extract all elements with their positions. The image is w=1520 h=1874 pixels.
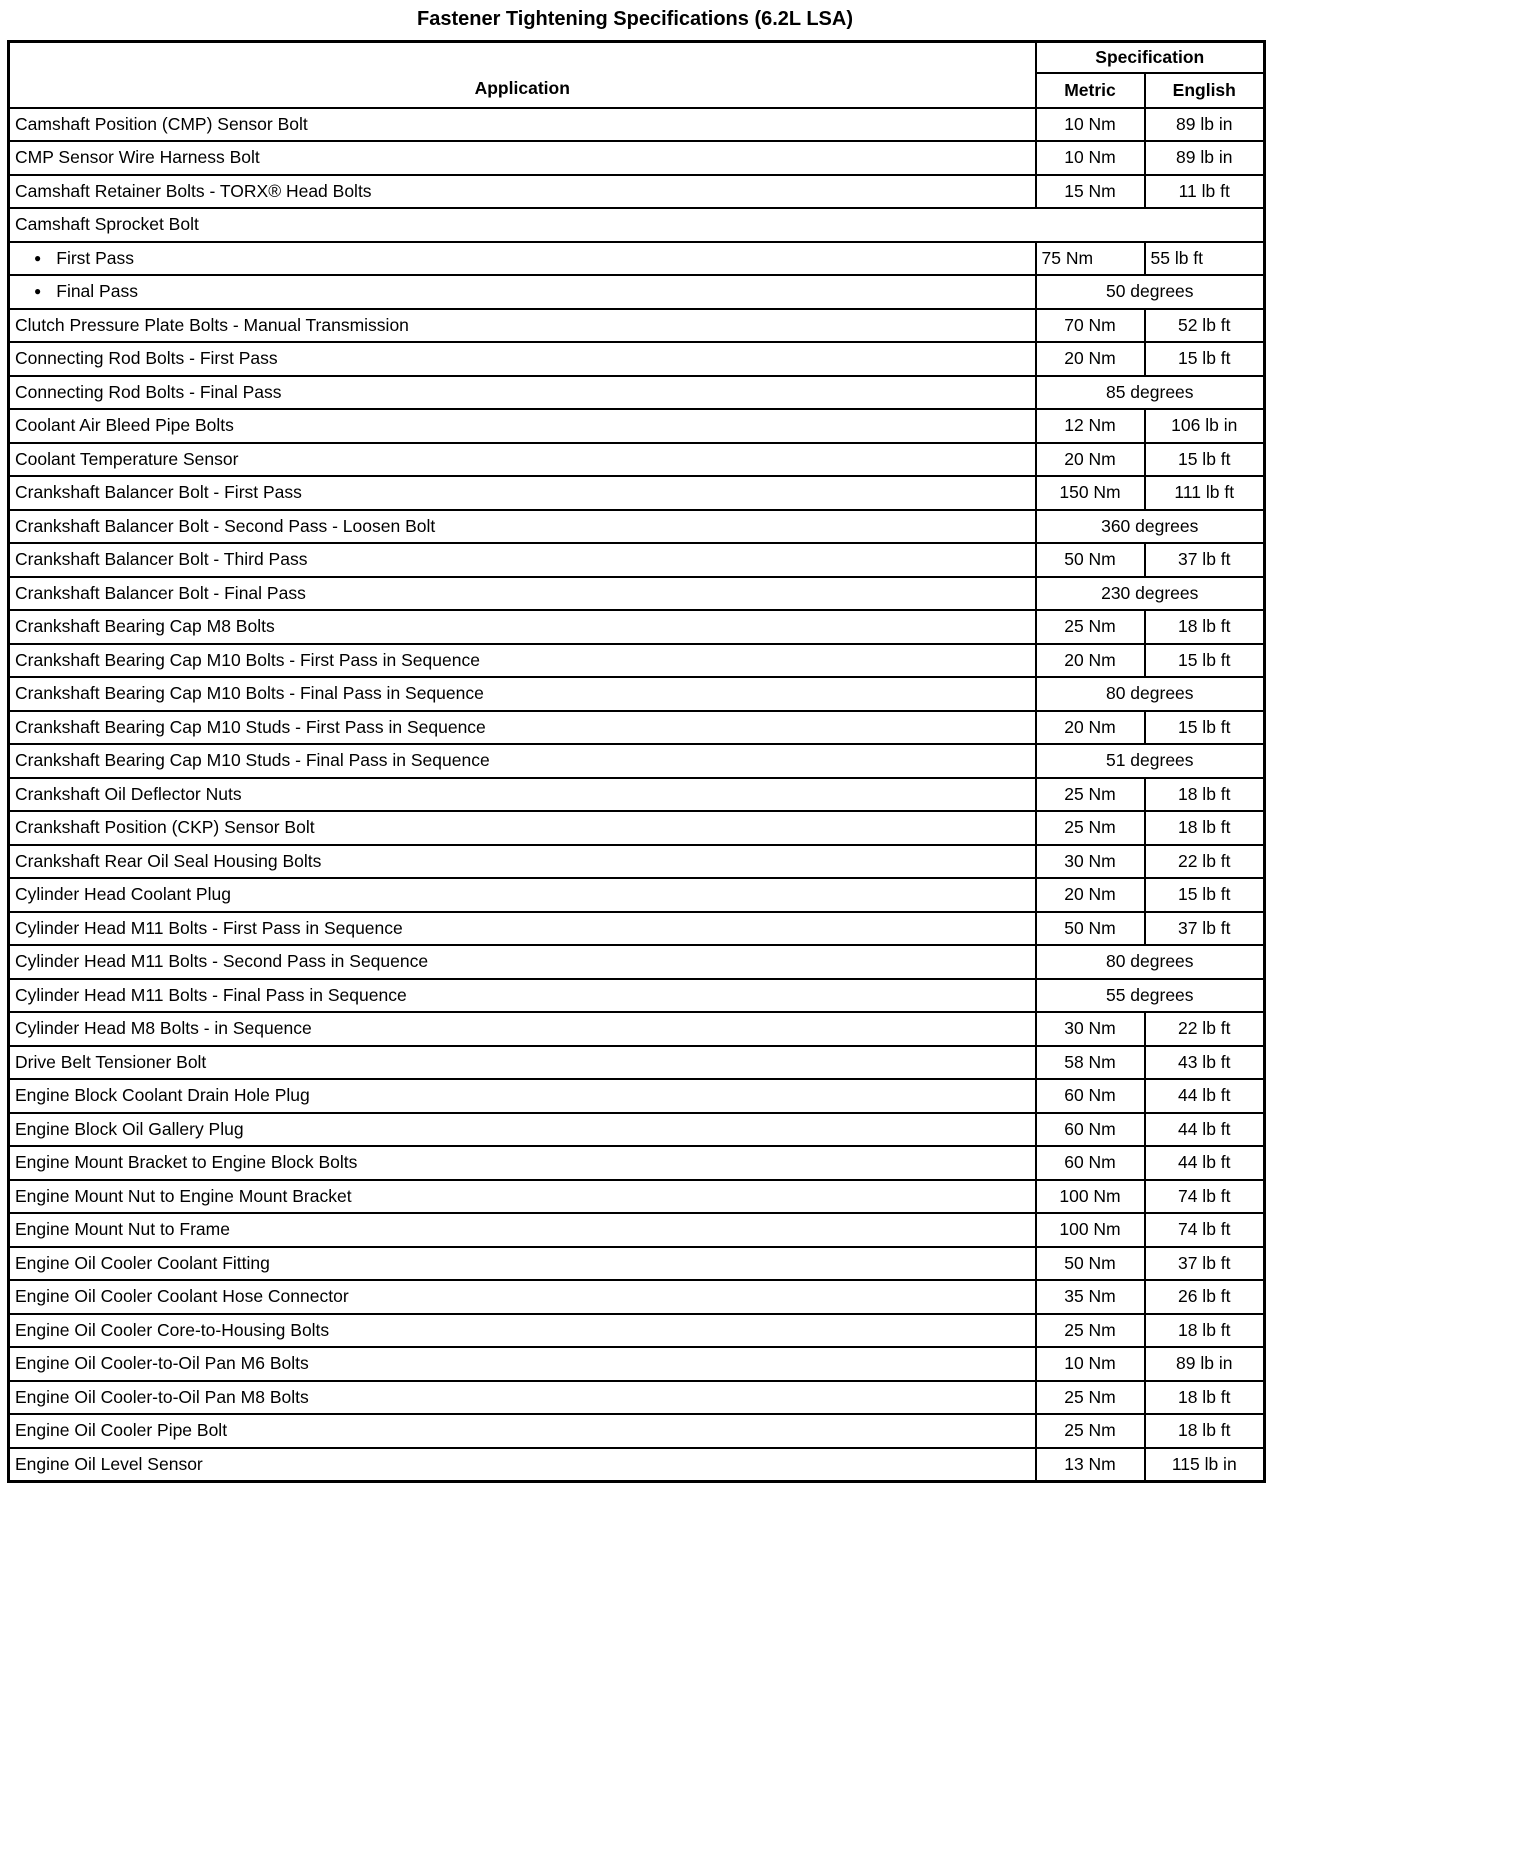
english-value-cell: 89 lb in [1145, 141, 1265, 175]
english-value-cell: 15 lb ft [1145, 878, 1265, 912]
english-value-cell: 15 lb ft [1145, 711, 1265, 745]
specification-column-header: Specification [1036, 42, 1265, 73]
table-row [9, 175, 1265, 209]
english-value-cell: 15 lb ft [1145, 342, 1265, 376]
application-cell: Engine Oil Cooler-to-Oil Pan M8 Bolts [9, 1381, 1036, 1415]
specification-span-cell: 360 degrees [1036, 510, 1265, 544]
table-row [9, 141, 1265, 175]
table-row [9, 1180, 1265, 1214]
metric-value-cell: 25 Nm [1036, 610, 1145, 644]
metric-value-cell: 25 Nm [1036, 1414, 1145, 1448]
metric-value-cell: 35 Nm [1036, 1280, 1145, 1314]
table-row [9, 811, 1265, 845]
english-value-cell: 18 lb ft [1145, 1314, 1265, 1348]
section-header-cell: Camshaft Sprocket Bolt [9, 208, 1265, 242]
application-cell: Crankshaft Balancer Bolt - First Pass [9, 476, 1036, 510]
table-row [9, 1414, 1265, 1448]
english-value-cell: 52 lb ft [1145, 309, 1265, 343]
metric-value-cell: 60 Nm [1036, 1146, 1145, 1180]
application-cell: Coolant Air Bleed Pipe Bolts [9, 409, 1036, 443]
specification-span-cell: 55 degrees [1036, 979, 1265, 1013]
table-row [9, 711, 1265, 745]
metric-value-cell: 20 Nm [1036, 443, 1145, 477]
specification-span-cell: 80 degrees [1036, 677, 1265, 711]
english-value-cell: 18 lb ft [1145, 778, 1265, 812]
metric-value-cell: 100 Nm [1036, 1180, 1145, 1214]
application-cell: Clutch Pressure Plate Bolts - Manual Transmission [9, 309, 1036, 343]
application-cell: Connecting Rod Bolts - Final Pass [9, 376, 1036, 410]
application-cell: Crankshaft Bearing Cap M10 Studs - Final Pass in Sequence [9, 744, 1036, 778]
application-cell: Camshaft Retainer Bolts - TORX® Head Bolts [9, 175, 1036, 209]
table-row [9, 1314, 1265, 1348]
application-cell: Cylinder Head Coolant Plug [9, 878, 1036, 912]
english-value-cell: 18 lb ft [1145, 610, 1265, 644]
english-value-cell: 22 lb ft [1145, 1012, 1265, 1046]
table-row [9, 543, 1265, 577]
application-cell: Crankshaft Balancer Bolt - Final Pass [9, 577, 1036, 611]
table-row [9, 1347, 1265, 1381]
table-row [9, 275, 1265, 309]
application-cell: Drive Belt Tensioner Bolt [9, 1046, 1036, 1080]
table-row [9, 342, 1265, 376]
metric-value-cell: 58 Nm [1036, 1046, 1145, 1080]
english-value-cell: 74 lb ft [1145, 1180, 1265, 1214]
table-row [9, 644, 1265, 678]
application-cell: Engine Block Oil Gallery Plug [9, 1113, 1036, 1147]
table-row [9, 242, 1265, 276]
table-row [9, 778, 1265, 812]
table-row [9, 1113, 1265, 1147]
table-row [9, 443, 1265, 477]
table-row [9, 945, 1265, 979]
metric-value-cell: 60 Nm [1036, 1113, 1145, 1147]
metric-value-cell: 13 Nm [1036, 1448, 1145, 1482]
application-cell: Coolant Temperature Sensor [9, 443, 1036, 477]
metric-value-cell: 150 Nm [1036, 476, 1145, 510]
english-value-cell: 18 lb ft [1145, 1381, 1265, 1415]
application-cell: Camshaft Position (CMP) Sensor Bolt [9, 108, 1036, 142]
english-value-cell: 18 lb ft [1145, 1414, 1265, 1448]
english-value-cell: 55 lb ft [1145, 242, 1265, 276]
table-row [9, 1381, 1265, 1415]
metric-value-cell: 50 Nm [1036, 912, 1145, 946]
table-row [9, 1012, 1265, 1046]
metric-value-cell: 75 Nm [1036, 242, 1145, 276]
application-cell: Crankshaft Position (CKP) Sensor Bolt [9, 811, 1036, 845]
metric-value-cell: 25 Nm [1036, 778, 1145, 812]
application-cell: Engine Oil Cooler Coolant Fitting [9, 1247, 1036, 1281]
metric-value-cell: 30 Nm [1036, 1012, 1145, 1046]
table-header [9, 42, 1265, 108]
english-value-cell: 44 lb ft [1145, 1079, 1265, 1113]
english-value-cell: 115 lb in [1145, 1448, 1265, 1482]
metric-value-cell: 10 Nm [1036, 141, 1145, 175]
metric-value-cell: 70 Nm [1036, 309, 1145, 343]
application-cell: Crankshaft Rear Oil Seal Housing Bolts [9, 845, 1036, 879]
english-value-cell: 43 lb ft [1145, 1046, 1265, 1080]
metric-value-cell: 20 Nm [1036, 644, 1145, 678]
application-cell: Crankshaft Balancer Bolt - Third Pass [9, 543, 1036, 577]
english-value-cell: 44 lb ft [1145, 1146, 1265, 1180]
application-cell: Engine Oil Level Sensor [9, 1448, 1036, 1482]
english-value-cell: 74 lb ft [1145, 1213, 1265, 1247]
english-value-cell: 89 lb in [1145, 108, 1265, 142]
application-cell: Crankshaft Bearing Cap M8 Bolts [9, 610, 1036, 644]
table-row [9, 1146, 1265, 1180]
table-row [9, 108, 1265, 142]
table-row [9, 309, 1265, 343]
table-body [9, 108, 1265, 1482]
application-cell: Connecting Rod Bolts - First Pass [9, 342, 1036, 376]
table-row [9, 1046, 1265, 1080]
application-cell: Cylinder Head M11 Bolts - First Pass in Sequence [9, 912, 1036, 946]
table-row [9, 1213, 1265, 1247]
english-value-cell: 111 lb ft [1145, 476, 1265, 510]
application-cell: Engine Mount Nut to Engine Mount Bracket [9, 1180, 1036, 1214]
application-cell: Crankshaft Bearing Cap M10 Studs - First Pass in Sequence [9, 711, 1036, 745]
bullet-icon: ● [34, 250, 42, 265]
metric-value-cell: 25 Nm [1036, 1314, 1145, 1348]
metric-value-cell: 25 Nm [1036, 811, 1145, 845]
metric-column-header: Metric [1036, 73, 1145, 108]
specification-span-cell: 80 degrees [1036, 945, 1265, 979]
metric-value-cell: 50 Nm [1036, 543, 1145, 577]
fastener-spec-table [7, 40, 1266, 1483]
table-row [9, 744, 1265, 778]
application-cell: Engine Block Coolant Drain Hole Plug [9, 1079, 1036, 1113]
table-row [9, 376, 1265, 410]
metric-value-cell: 10 Nm [1036, 108, 1145, 142]
table-row [9, 409, 1265, 443]
metric-value-cell: 30 Nm [1036, 845, 1145, 879]
table-row [9, 979, 1265, 1013]
specification-span-cell: 230 degrees [1036, 577, 1265, 611]
application-cell [9, 242, 1036, 276]
metric-value-cell: 12 Nm [1036, 409, 1145, 443]
page-title: Fastener Tightening Specifications (6.2L LSA) [416, 8, 853, 30]
application-label: First Pass [56, 247, 135, 268]
table-row [9, 610, 1265, 644]
application-label: Final Pass [56, 281, 138, 302]
table-row [9, 1079, 1265, 1113]
english-value-cell: 106 lb in [1145, 409, 1265, 443]
table-row [9, 1280, 1265, 1314]
application-cell: Cylinder Head M11 Bolts - Final Pass in Sequence [9, 979, 1036, 1013]
application-cell: Cylinder Head M11 Bolts - Second Pass in Sequence [9, 945, 1036, 979]
application-column-header: Application [9, 42, 1036, 108]
bullet-icon: ● [34, 284, 42, 299]
english-value-cell: 22 lb ft [1145, 845, 1265, 879]
application-cell: Crankshaft Balancer Bolt - Second Pass - Loosen Bolt [9, 510, 1036, 544]
application-cell: Engine Oil Cooler Core-to-Housing Bolts [9, 1314, 1036, 1348]
english-column-header: English [1145, 73, 1265, 108]
table-row [9, 878, 1265, 912]
english-value-cell: 11 lb ft [1145, 175, 1265, 209]
table-row [9, 1247, 1265, 1281]
application-cell: Crankshaft Oil Deflector Nuts [9, 778, 1036, 812]
metric-value-cell: 20 Nm [1036, 342, 1145, 376]
application-cell: Crankshaft Bearing Cap M10 Bolts - First Pass in Sequence [9, 644, 1036, 678]
specification-span-cell: 51 degrees [1036, 744, 1265, 778]
table-row [9, 677, 1265, 711]
table-row [9, 208, 1265, 242]
metric-value-cell: 60 Nm [1036, 1079, 1145, 1113]
table-row [9, 510, 1265, 544]
application-cell: Engine Mount Nut to Frame [9, 1213, 1036, 1247]
english-value-cell: 26 lb ft [1145, 1280, 1265, 1314]
application-cell: Cylinder Head M8 Bolts - in Sequence [9, 1012, 1036, 1046]
metric-value-cell: 20 Nm [1036, 711, 1145, 745]
metric-value-cell: 10 Nm [1036, 1347, 1145, 1381]
application-cell [9, 275, 1036, 309]
metric-value-cell: 15 Nm [1036, 175, 1145, 209]
metric-value-cell: 20 Nm [1036, 878, 1145, 912]
application-cell: Engine Oil Cooler Pipe Bolt [9, 1414, 1036, 1448]
table-row [9, 845, 1265, 879]
english-value-cell: 37 lb ft [1145, 912, 1265, 946]
metric-value-cell: 25 Nm [1036, 1381, 1145, 1415]
english-value-cell: 37 lb ft [1145, 543, 1265, 577]
table-row [9, 577, 1265, 611]
english-value-cell: 37 lb ft [1145, 1247, 1265, 1281]
english-value-cell: 44 lb ft [1145, 1113, 1265, 1147]
english-value-cell: 15 lb ft [1145, 443, 1265, 477]
table-row [9, 1448, 1265, 1482]
application-cell: CMP Sensor Wire Harness Bolt [9, 141, 1036, 175]
application-cell: Engine Oil Cooler Coolant Hose Connector [9, 1280, 1036, 1314]
specification-span-cell: 85 degrees [1036, 376, 1265, 410]
metric-value-cell: 50 Nm [1036, 1247, 1145, 1281]
english-value-cell: 89 lb in [1145, 1347, 1265, 1381]
table-row [9, 476, 1265, 510]
table-row [9, 912, 1265, 946]
header-row-1 [9, 42, 1265, 73]
english-value-cell: 15 lb ft [1145, 644, 1265, 678]
application-cell: Engine Oil Cooler-to-Oil Pan M6 Bolts [9, 1347, 1036, 1381]
english-value-cell: 18 lb ft [1145, 811, 1265, 845]
metric-value-cell: 100 Nm [1036, 1213, 1145, 1247]
application-cell: Crankshaft Bearing Cap M10 Bolts - Final Pass in Sequence [9, 677, 1036, 711]
application-cell: Engine Mount Bracket to Engine Block Bolts [9, 1146, 1036, 1180]
specification-span-cell: 50 degrees [1036, 275, 1265, 309]
